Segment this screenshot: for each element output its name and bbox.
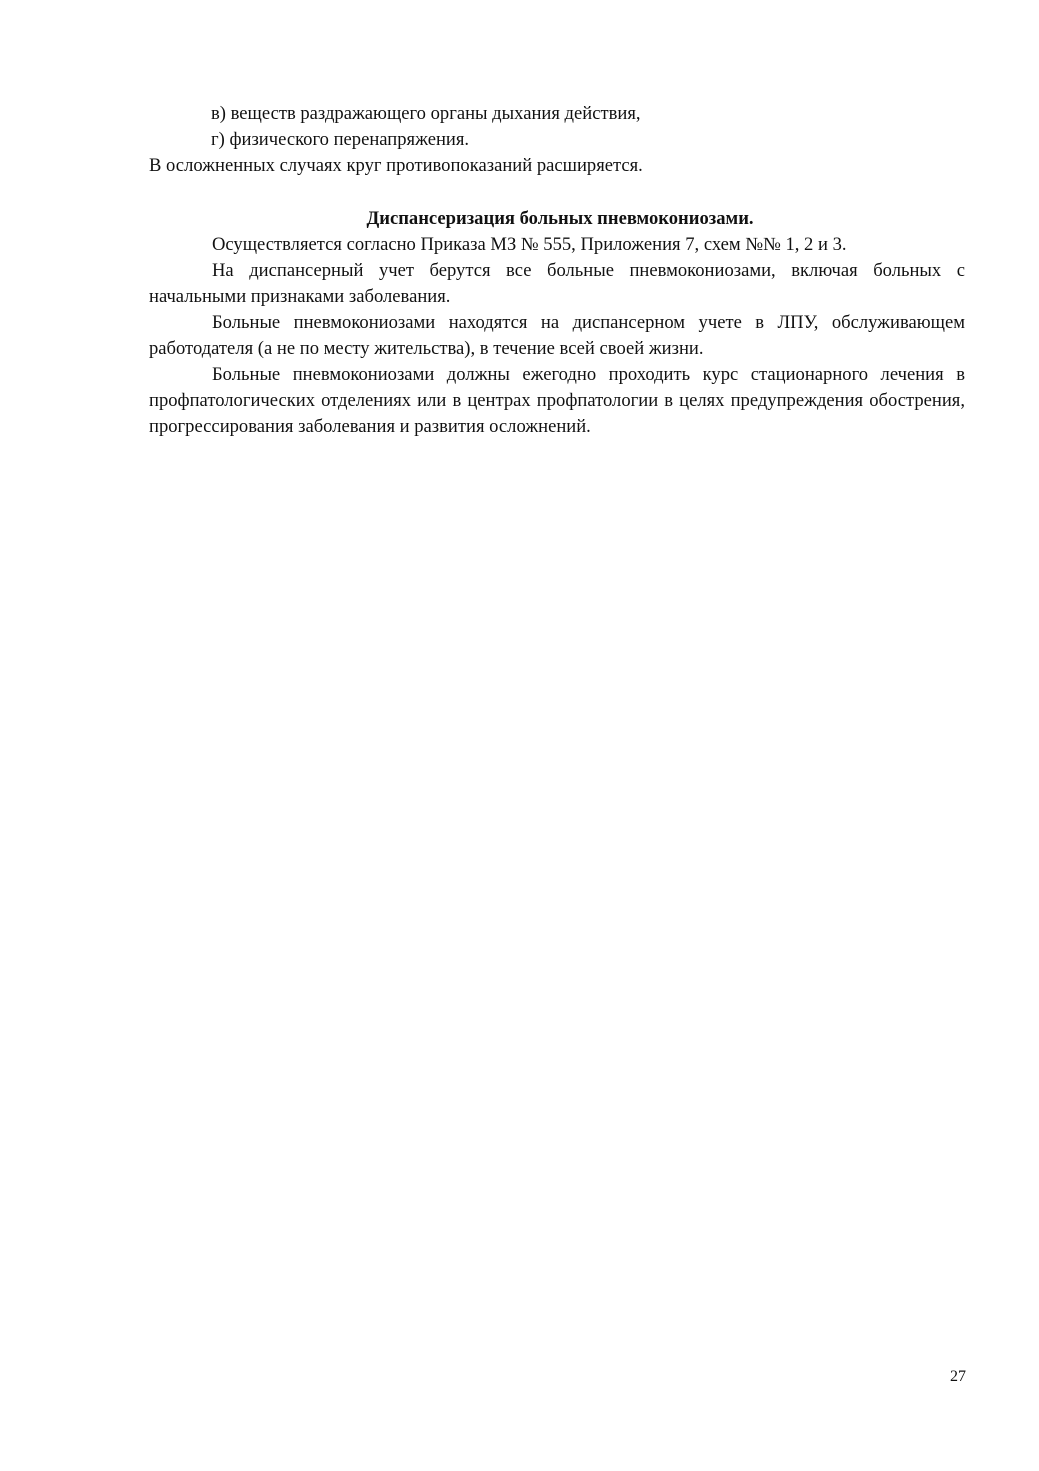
section-gap — [149, 179, 965, 206]
paragraph-registration: На диспансерный учет берутся все больные пневмокониозами, включая больных с начальными признаками заболевания. — [149, 260, 965, 307]
page-body — [149, 101, 965, 440]
paragraph-inpatient-treatment: Больные пневмокониозами должны ежегодно проходить курс стационарного лечения в профпатологических отделениях или в центрах профпатологии в целях предупреждения обострения, прогрессирования заболевания и развития осложнений. — [149, 364, 965, 437]
paragraph-order: Осуществляется согласно Приказа МЗ № 555, Приложения 7, схем №№ 1, 2 и 3. — [212, 234, 847, 255]
page-number: 27 — [950, 1368, 966, 1385]
list-item-g: г) физического перенапряжения. — [211, 129, 470, 150]
list-item-v: в) веществ раздражающего органы дыхания действия, — [211, 103, 641, 124]
intro-paragraph: В осложненных случаях круг противопоказаний расширяется. — [149, 155, 643, 176]
paragraph-lpu-registration: Больные пневмокониозами находятся на диспансерном учете в ЛПУ, обслуживающем работодателя (а не по месту жительства), в течение всей своей жизни. — [149, 312, 965, 359]
section-heading: Диспансеризация больных пневмокониозами. — [366, 208, 754, 229]
